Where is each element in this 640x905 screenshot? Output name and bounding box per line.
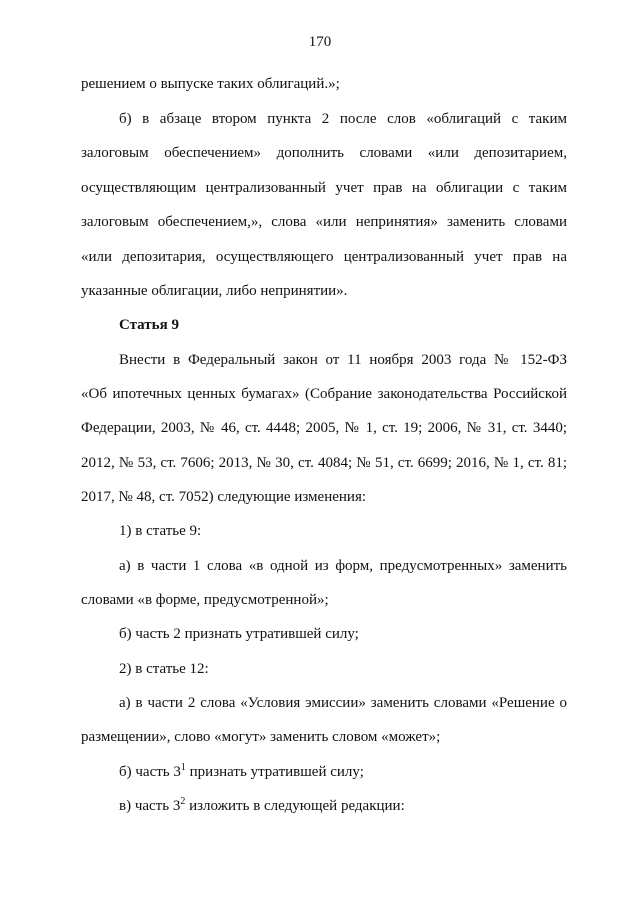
- text-line: Внести в Федеральный закон от 11 ноября 2003 года № 152-ФЗ: [119, 352, 567, 368]
- text-line: залоговым обеспечением» дополнить словами «или депозитарием,: [81, 145, 567, 161]
- page-number: 170: [308, 34, 332, 50]
- text-line: 2) в статье 12:: [119, 661, 209, 677]
- text-line: Федерации, 2003, № 46, ст. 4448; 2005, № 1, ст. 19; 2006, № 31, ст. 3440;: [81, 420, 567, 436]
- text-line: 2017, № 48, ст. 7052) следующие изменения:: [81, 489, 367, 505]
- text-fragment: в) часть 3: [119, 798, 181, 814]
- text-fragment: б) часть 3: [119, 764, 181, 780]
- text-line: «или депозитария, осуществляющего централизованный учет прав на: [81, 249, 567, 265]
- text-line: а) в части 2 слова «Условия эмиссии» заменить словами «Решение о: [119, 695, 567, 711]
- superscript: 1: [180, 762, 186, 773]
- article-heading: Статья 9: [119, 317, 179, 333]
- text-line: [119, 797, 405, 815]
- text-line: решением о выпуске таких облигаций.»;: [81, 76, 340, 92]
- text-fragment: признать утратившей силу;: [185, 764, 364, 780]
- text-line: словами «в форме, предусмотренной»;: [81, 592, 329, 608]
- text-line: б) в абзаце втором пункта 2 после слов «облигаций с таким: [119, 111, 567, 127]
- text-line: а) в части 1 слова «в одной из форм, предусмотренных» заменить: [119, 558, 567, 574]
- text-line: 2012, № 53, ст. 7606; 2013, № 30, ст. 4084; № 51, ст. 6699; 2016, № 1, ст. 81;: [81, 455, 567, 471]
- text-line: б) часть 2 признать утратившей силу;: [119, 626, 359, 642]
- text-fragment: изложить в следующей редакции:: [185, 798, 405, 814]
- text-line: «Об ипотечных ценных бумагах» (Собрание законодательства Российской: [81, 386, 567, 402]
- text-line: размещении», слово «могут» заменить словом «может»;: [81, 729, 441, 745]
- text-line: указанные облигации, либо непринятии».: [81, 283, 348, 299]
- text-line: осуществляющим централизованный учет прав на облигации с таким: [81, 180, 567, 196]
- text-line: залоговым обеспечением,», слова «или непринятия» заменить словами: [81, 214, 567, 230]
- text-line: 1) в статье 9:: [119, 523, 202, 539]
- superscript: 2: [180, 796, 186, 807]
- text-line: [119, 763, 364, 781]
